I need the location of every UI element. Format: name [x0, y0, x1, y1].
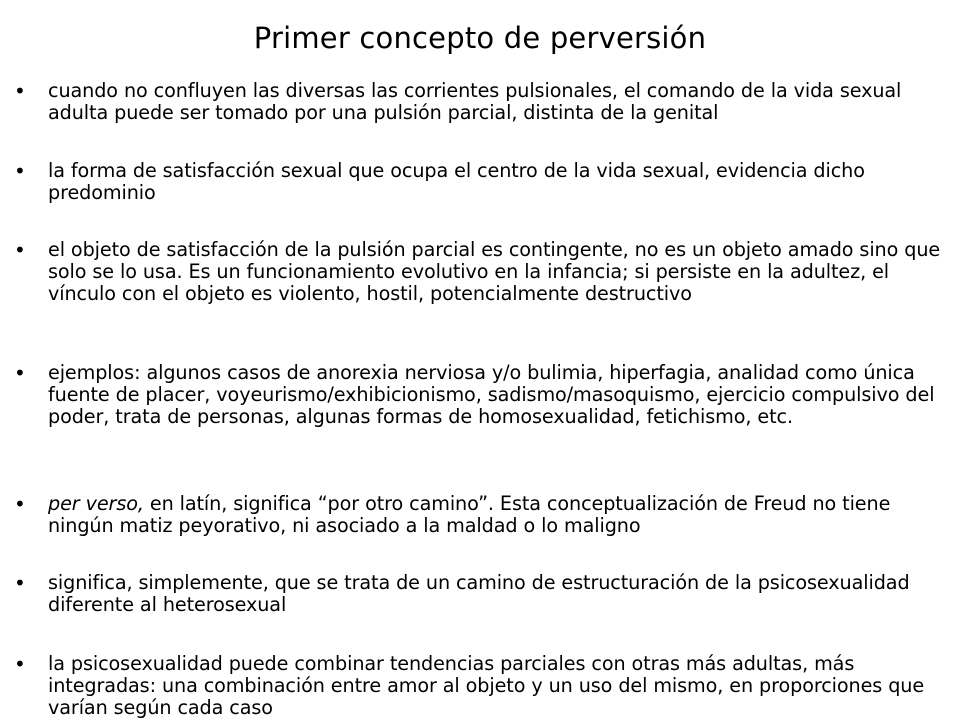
bullet-text: la forma de satisfacción sexual que ocupa el centro de la vida sexual, evidencia dicho predominio — [48, 159, 865, 204]
bullet-text: la psicosexualidad puede combinar tendencias parciales con otras más adultas, más integradas: una combinación entre amor al objeto y un uso del mismo, en proporciones que varían según cada caso — [48, 652, 925, 719]
bullet-plain-text: en latín, significa “por otro camino”. Esta conceptualización de Freud no tiene ningún matiz peyorativo, ni asociado a la maldad o lo maligno — [48, 492, 891, 537]
bullet-text: cuando no confluyen las diversas las corrientes pulsionales, el comando de la vida sexual adulta puede ser tomado por una pulsión parcial, distinta de la genital — [48, 79, 902, 124]
bullet-icon: • — [14, 159, 26, 183]
bullet-text: el objeto de satisfacción de la pulsión parcial es contingente, no es un objeto amado sino que solo se lo usa. Es un funcionamiento evolutivo en la infancia; si persiste en la adultez, el vínculo con el objeto es violento, hostil, potencialmente destructivo — [48, 238, 941, 305]
bullet-icon: • — [14, 361, 26, 385]
bullet-icon: • — [14, 571, 26, 595]
slide-title: Primer concepto de perversión — [253, 21, 707, 55]
bullet-text: significa, simplemente, que se trata de un camino de estructuración de la psicosexualidad diferente al heterosexual — [48, 571, 910, 616]
bullet-icon: • — [14, 79, 26, 103]
bullet-text: ejemplos: algunos casos de anorexia nerviosa y/o bulimia, hiperfagia, analidad como única fuente de placer, voyeurismo/exhibicionismo, sadismo/masoquismo, ejercicio compulsivo del poder, trata de personas, algunas formas de homosexualidad, fetichismo, etc. — [48, 361, 935, 428]
bullet-text — [48, 493, 948, 537]
bullet-icon: • — [14, 238, 26, 262]
bullet-italic-text: per verso, — [48, 492, 144, 515]
bullet-icon: • — [14, 652, 26, 676]
bullet-icon: • — [14, 492, 26, 516]
